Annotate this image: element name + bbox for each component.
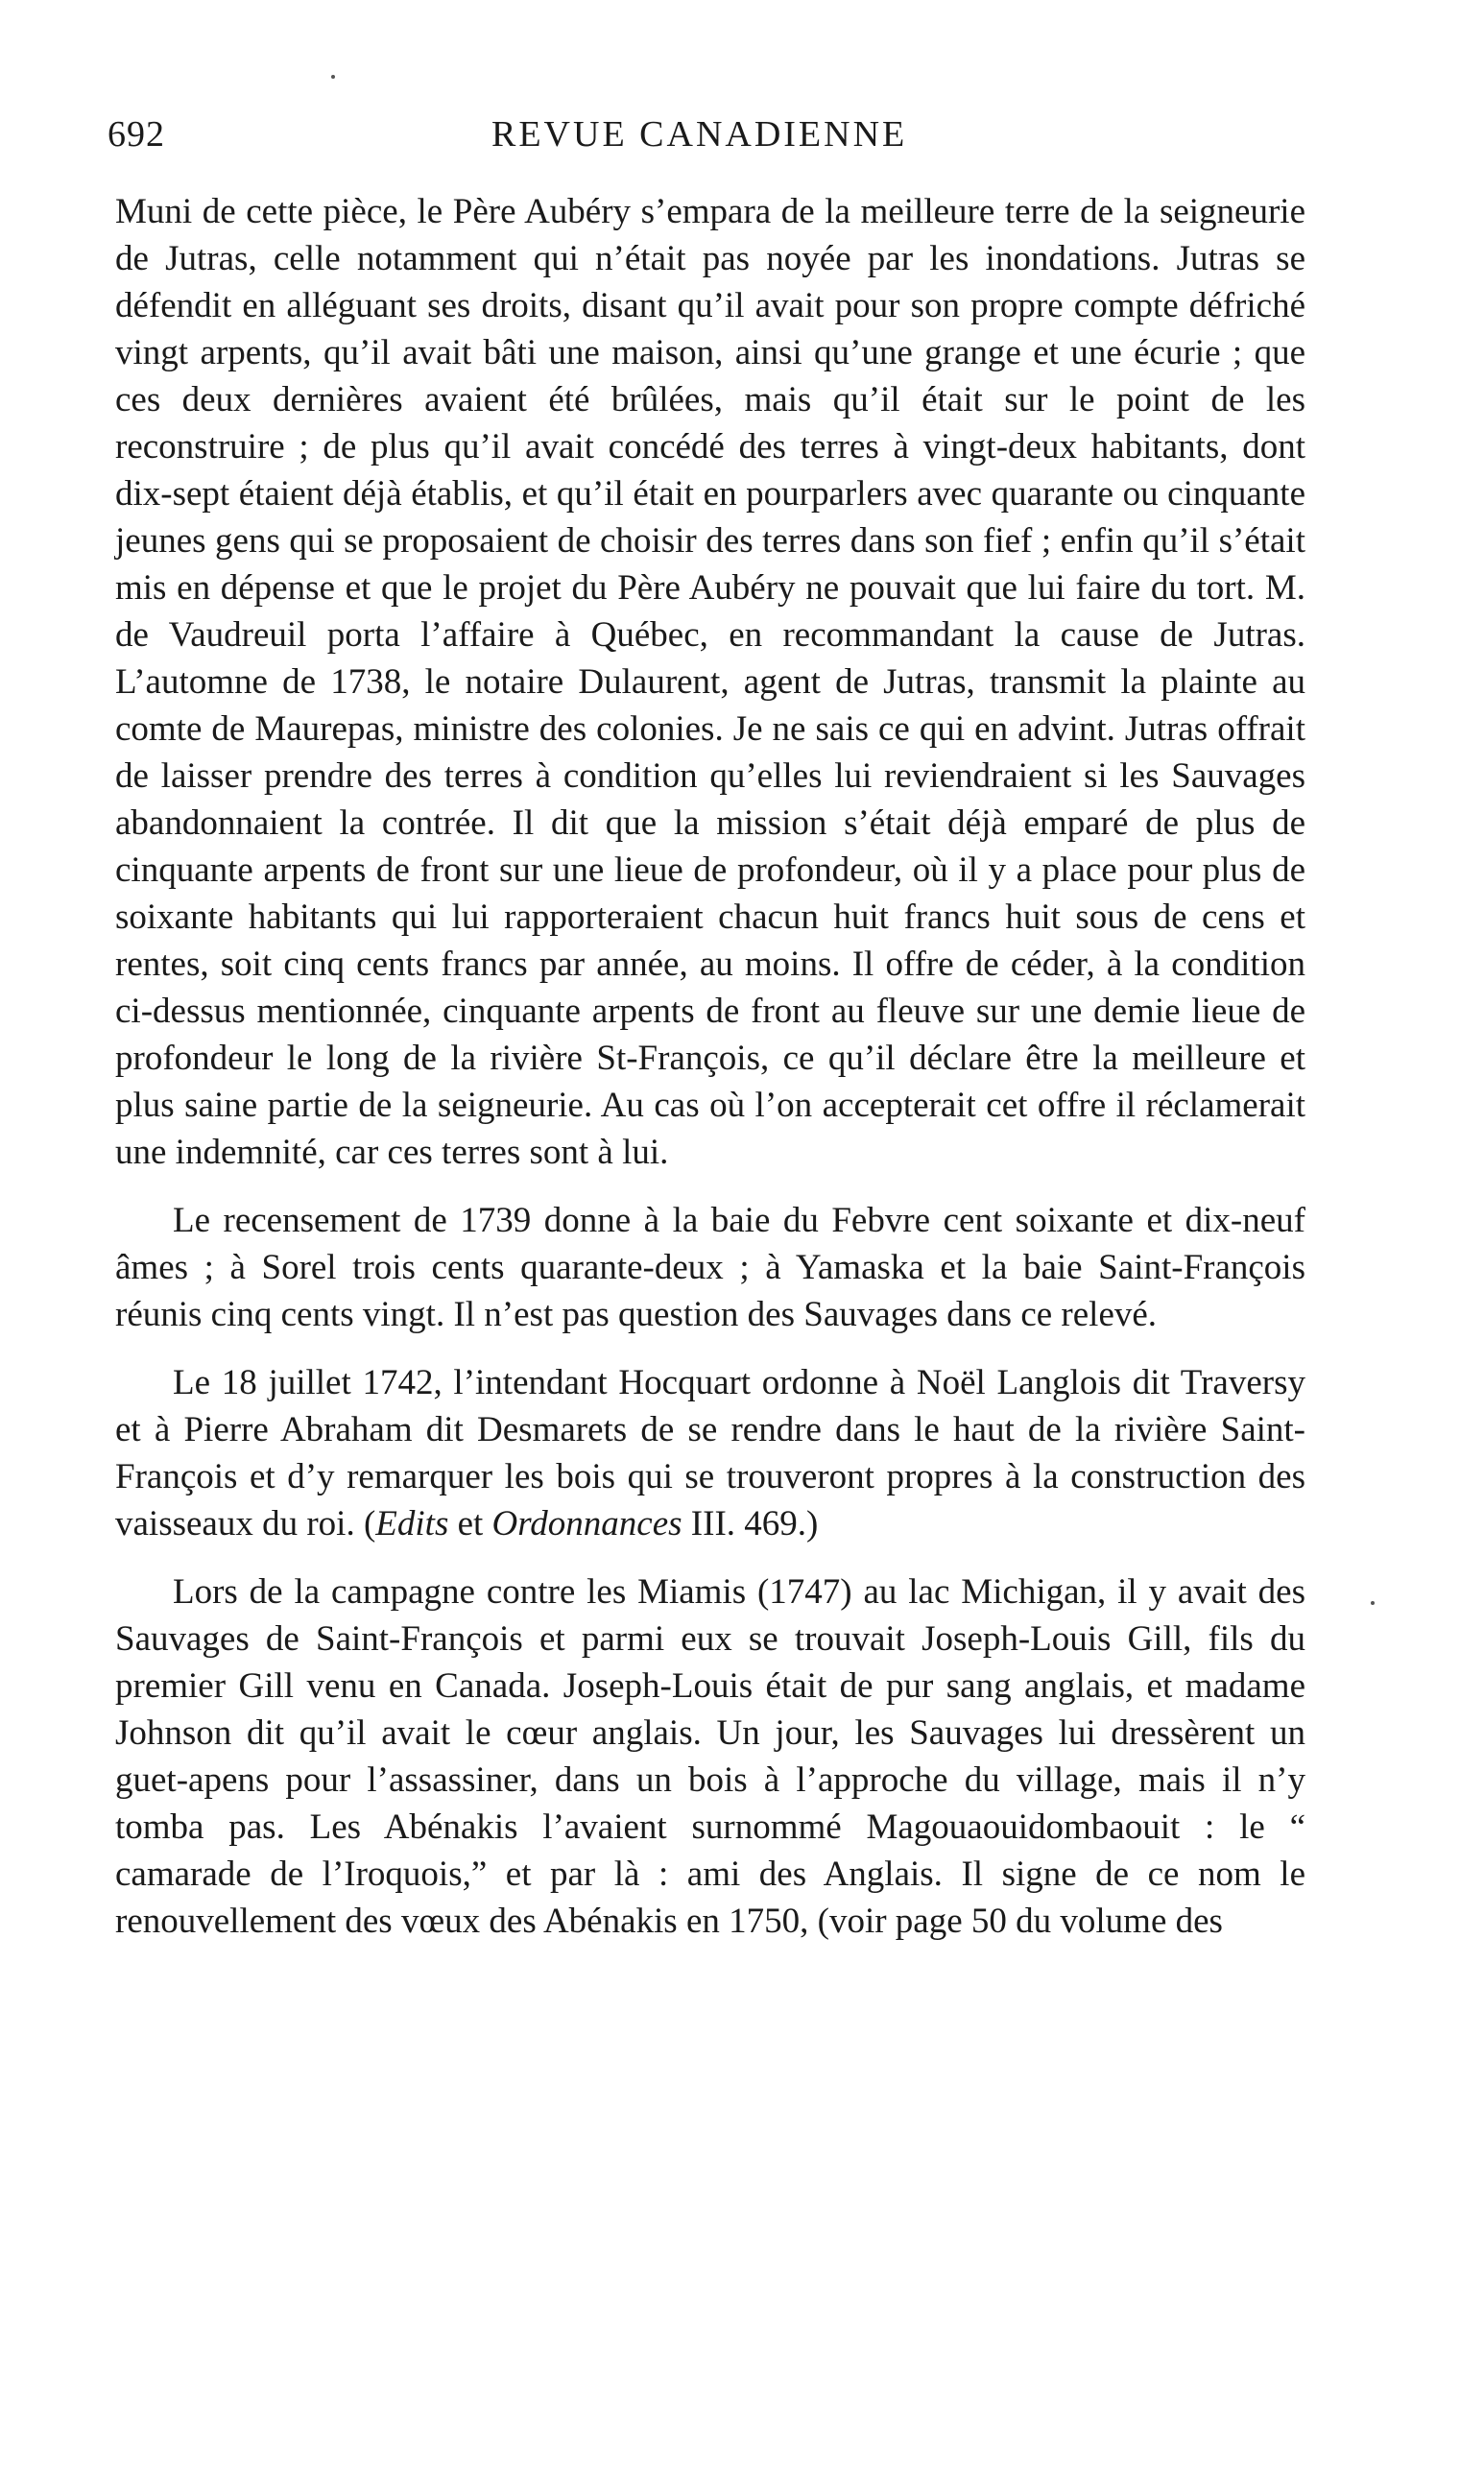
paragraph-3-text-middle: et (448, 1504, 492, 1544)
paragraph-3 (115, 1359, 1305, 1547)
paragraph-3-text-after: III. 469.) (682, 1504, 819, 1544)
paragraph-3-text-before: Le 18 juillet 1742, l’intendant Hocquart ordonne à Noël Langlois dit Traversy et à Pierre Abraham dit Desmarets de se rendre dans le haut de la rivière Saint-François et d’y remarquer les bois qui se trouveront propres à la construction des vaisseaux du roi. ( (115, 1363, 1305, 1544)
citation-ordonnances: Ordonnances (491, 1504, 682, 1544)
scan-speck (331, 75, 335, 79)
citation-edits: Edits (375, 1504, 449, 1544)
scan-speck (1371, 1601, 1375, 1605)
page-header (108, 113, 1298, 167)
running-title: REVUE CANADIENNE (491, 114, 908, 155)
page-number: 692 (108, 114, 165, 155)
paragraph-2: Le recensement de 1739 donne à la baie du Febvre cent soixante et dix-neuf âmes ; à Sorel trois cents quarante-deux ; à Yamaska et la baie Saint-François réunis cinq cents vingt. Il n’est pas question des Sauvages dans ce relevé. (115, 1201, 1305, 1334)
paragraph-1: Muni de cette pièce, le Père Aubéry s’empara de la meilleure terre de la seigneurie de Jutras, celle notamment qui n’était pas noyée par les inondations. Jutras se défendit en alléguant ses droits, disant qu’il avait pour son propre compte défriché vingt arpents, qu’il avait bâti une maison, ainsi qu’une grange et une écurie ; que ces deux dernières avaient été brûlées, mais qu’il était sur le point de les reconstruire ; de plus qu’il avait concédé des terres à vingt-deux habitants, dont dix-sept étaient déjà établis, et qu’il était en pourparlers avec quarante ou cinquante jeunes gens qui se proposaient de choisir des terres dans son fief ; enfin qu’il s’était mis en dépense et que le projet du Père Aubéry ne pouvait que lui faire du tort. M. de Vaudreuil porta l’affaire à Québec, en recommandant la cause de Jutras. L’automne de 1738, le notaire Dulaurent, agent de Jutras, transmit la plainte au comte de Maurepas, ministre des colonies. Je ne sais ce qui en advint. Jutras offrait de laisser prendre des terres à condition qu’elles lui reviendraient si les Sauvages abandonnaient la contrée. Il dit que la mission s’était déjà emparé de plus de cinquante arpents de front sur une lieue de profondeur, où il y a place pour plus de soixante habitants qui lui rapporteraient chacun huit francs huit sous de cens et rentes, soit cinq cents francs par année, au moins. Il offre de céder, à la condition ci-dessus mentionnée, cinquante arpents de front au fleuve sur une demie lieue de profondeur le long de la rivière St-François, ce qu’il déclare être la meilleure et plus saine partie de la seigneurie. Au cas où l’on accepterait cet offre il réclamerait une indemnité, car ces terres sont à lui. (115, 192, 1305, 1172)
body-text (115, 188, 1305, 1966)
paragraph-4: Lors de la campagne contre les Miamis (1747) au lac Michigan, il y avait des Sauvages de Saint-François et parmi eux se trouvait Joseph-Louis Gill, fils du premier Gill venu en Canada. Joseph-Louis était de pur sang anglais, et madame Johnson dit qu’il avait le cœur anglais. Un jour, les Sauvages lui dressèrent un guet-apens pour l’assassiner, dans un bois à l’approche du village, mais il n’y tomba pas. Les Abénakis l’avaient surnommé Magouaouidombaouit : le “ camarade de l’Iroquois,” et par là : ami des Anglais. Il signe de ce nom le renouvellement des vœux des Abénakis en 1750, (voir page 50 du volume des (115, 1572, 1305, 1941)
